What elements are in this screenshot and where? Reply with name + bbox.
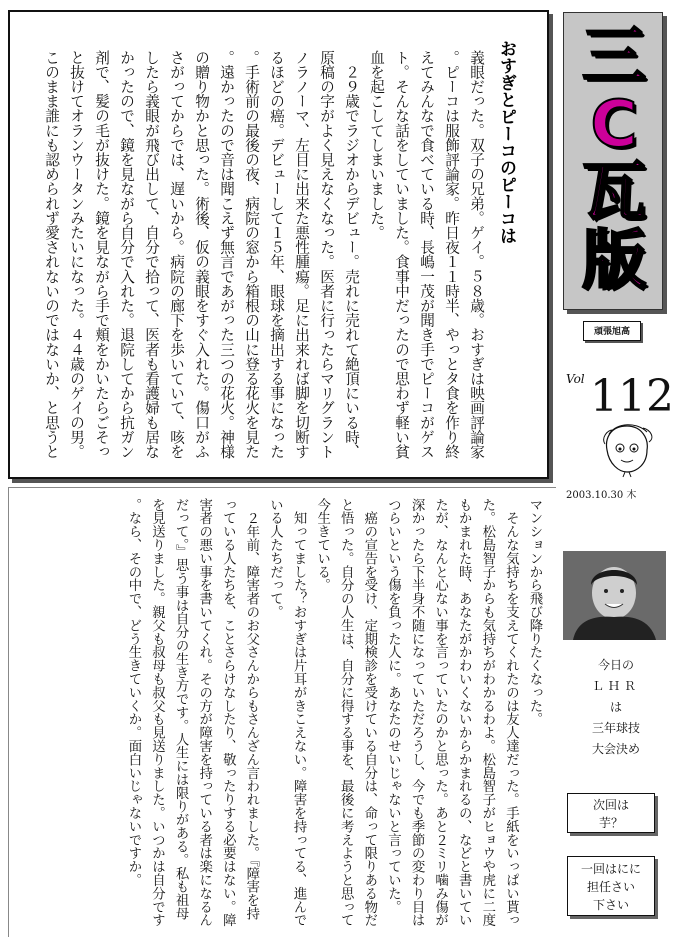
masthead-title (568, 20, 660, 298)
doodle-face-icon (597, 420, 657, 478)
article-body (16, 498, 546, 928)
article-peeko (8, 10, 549, 479)
volume-label: Vol (566, 372, 585, 386)
lhr-line: は (609, 700, 622, 714)
masthead-char: 三 (582, 20, 646, 94)
masthead (563, 12, 663, 310)
article-paragraph: マンションから飛び降りたくなった。 (527, 498, 542, 726)
article-continued (8, 487, 556, 937)
article-paragraph: ２９歳でラジオからデビュー。売れに売れて絶頂にいる時、原稿の字がよく見えなくなった。医者に行ったらマリグラントノラノーマ、左目に出来た悪性腫瘍。足に出来れば脚を切断するほどの癌。デビューして１５年、眼球を摘出する事になった。手術前の最後の夜、病院の窓から箱根の山に登る花火を見た。遠かったので音は聞こえず無言であがった三つの花火。神様の贈り物かと思った。術後、仮の義眼をすぐ入れた。傷口がふさがってからでは、遅いから。病院の廊下を歩いていて、咳をしたら義眼が飛び出して、自分で拾って、医者も看護婦も居なかったので、鏡を見ながら自分で入れた。退院してから抗ガン剤で、髪の毛が抜けた。鏡を見ながら手で頬をかいたらごそっと抜けてオランウータンみたいになった。４４歳のゲイの男。このまま誰にも認められず愛されないのではないか、と思うと (43, 50, 360, 459)
article-paragraph: 癌の宣告を受け、定期検診を受けている自分は、命って限りある物だと悟った。自分の人生は、自分に得する事を、最後に考えようと思って今生きている。 (314, 498, 377, 927)
article-headline: おすぎとピーコのピーコは (496, 40, 516, 244)
masthead-char: 版 (582, 224, 646, 298)
homeroom-line: 一回はにに (580, 862, 641, 876)
issue-date: 2003.10.30 木 (566, 490, 637, 501)
masthead-char: 瓦 (582, 156, 646, 230)
lhr-line: ＬＨＲ (591, 679, 640, 693)
issue-number: 112 (590, 371, 674, 422)
article-paragraph: ２年前、障害者のお父さんからもさんざん言われました。『障害を持っている人たちを、ことさらけなしたり、敬ったりする必要はない。障害者の悪い事を書いてくれ。その方が障害を持っている者は楽になるんだって。』思う事は自分の生き方です。人生には限りがある。私も祖母を見送りました。親父も叔母も叔父も見送りました。いつかは自分です。なら、その中で、どう生きていくか。面白いじゃないですか。 (125, 498, 259, 927)
lhr-line: 今日の (597, 658, 634, 672)
article-paragraph: 義眼だった。双子の兄弟。ゲイ。５８歳。おすぎは映画評論家。ピーコは服飾評論家。昨日夜１１時半、やっとタ食を作り終えてみんなで食べている時、長嶋一茂が聞き手でピーコがゲスト。そんな話をしていました。食事中だったので思わず軽い貧血を起こしてしまいました。 (368, 50, 485, 459)
lhr-notice (567, 655, 665, 760)
homeroom-box (567, 856, 655, 916)
homeroom-line: 下さい (592, 898, 629, 912)
portrait-photo (563, 551, 666, 640)
article-paragraph: そんな気持ちを支えてくれたのは友人達だった。手紙をいっぱい貰った。松島智子からも気持ちがわかるわよ。松島智子がヒョウや虎に二度もかまれた時、あなたがかわいくないからかまれるの、などと書いていたが、なんと心ない事を言っていたのかと思った。あと２ミリ噛み傷が深かったら下半身不随になっていただろうし、今でも季節の変わり目はつらいという傷を負った人に。あなたのせいじゃないと言っていた。 (385, 498, 519, 927)
next-issue-line: 次回は (592, 798, 629, 812)
article-paragraph: 知ってました？おすぎは片耳がきこえない。障害を持ってる、進んでいる人たちだって。 (267, 498, 307, 927)
masthead-char: C (590, 88, 638, 162)
next-issue-line: 芋？ (598, 816, 623, 830)
homeroom-line: 担任さい (586, 880, 635, 894)
next-issue-box (567, 793, 655, 833)
lhr-line: 大会決め (591, 742, 640, 756)
lhr-line: 三年球技 (591, 721, 640, 735)
article-body (19, 50, 489, 460)
school-badge: 頑張旭高 (583, 321, 641, 341)
person-photo-icon (563, 551, 666, 640)
